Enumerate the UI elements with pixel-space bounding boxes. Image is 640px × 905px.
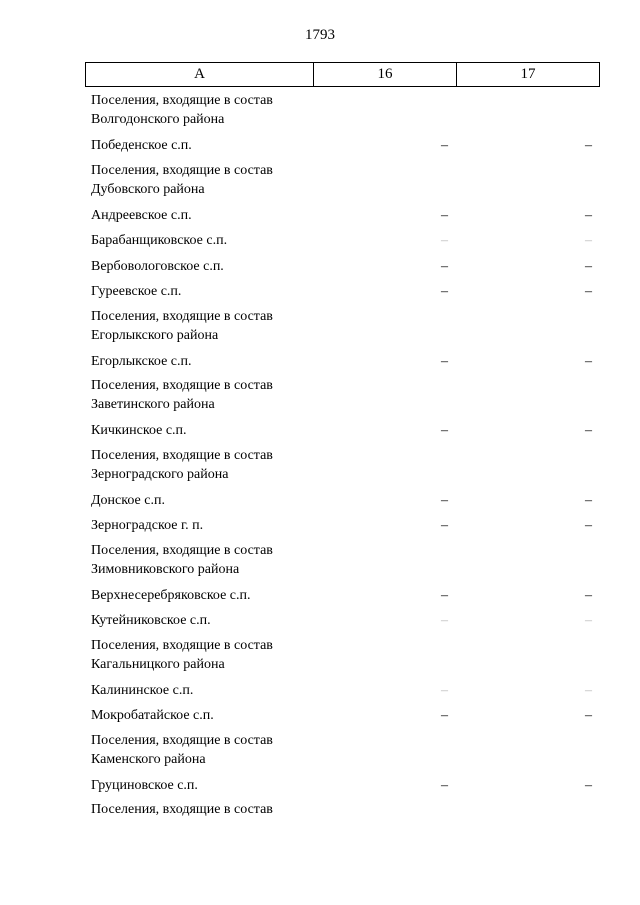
settlement-row [91, 255, 601, 281]
value-col-16: – [441, 207, 448, 223]
group-heading-line: Заветинского района [91, 397, 215, 412]
value-col-16: – [441, 682, 448, 698]
group-heading-line: Поселения, входящие в состав [91, 732, 273, 748]
group-heading [91, 730, 321, 769]
group-heading-line: Егорлыкского района [91, 327, 219, 343]
value-col-16: – [441, 492, 448, 508]
value-col-17: – [585, 423, 592, 438]
settlement-row [91, 280, 601, 306]
page-number: 1793 [305, 27, 335, 43]
group-heading [91, 90, 321, 129]
group-heading-row [91, 375, 601, 419]
settlement-name: Калининское с.п. [91, 682, 194, 698]
group-heading [91, 375, 321, 414]
column-header-a: А [86, 63, 314, 86]
value-col-16: – [441, 587, 448, 603]
value-col-16: – [441, 258, 448, 274]
value-col-17: – [585, 492, 592, 508]
group-heading-line: Поселения, входящие в состав [91, 802, 273, 817]
settlement-row [91, 514, 601, 540]
group-heading-row [91, 799, 601, 843]
group-heading [91, 635, 321, 674]
value-col-17: – [585, 682, 592, 698]
settlement-name: Вербовологовское с.п. [91, 258, 224, 274]
settlement-row [91, 774, 601, 800]
value-col-17: – [585, 207, 592, 223]
group-heading [91, 445, 321, 484]
settlement-row [91, 419, 601, 445]
settlement-row [91, 704, 601, 730]
group-heading-line: Поселения, входящие в состав [91, 447, 273, 463]
settlement-name: Донское с.п. [91, 492, 165, 508]
value-col-17: – [585, 613, 592, 628]
value-col-17: – [585, 518, 592, 533]
group-heading-line: Кагальницкого района [91, 656, 225, 672]
value-col-17: – [585, 138, 592, 153]
settlement-row [91, 584, 601, 610]
group-heading-line: Поселения, входящие в состав [91, 637, 273, 653]
value-col-16: – [441, 518, 448, 533]
group-heading-row [91, 160, 601, 204]
settlement-row [91, 134, 601, 160]
settlement-name: Кичкинское с.п. [91, 423, 187, 438]
settlement-name: Кутейниковское с.п. [91, 613, 211, 628]
group-heading-row [91, 635, 601, 679]
settlement-name: Груциновское с.п. [91, 777, 198, 793]
value-col-16: – [441, 284, 448, 299]
group-heading-line: Дубовского района [91, 181, 205, 197]
group-heading-line: Зерноградского района [91, 466, 229, 482]
value-col-16: – [441, 708, 448, 723]
settlement-name: Егорлыкское с.п. [91, 353, 192, 369]
settlement-name: Барабанщиковское с.п. [91, 233, 228, 248]
value-col-16: – [441, 138, 448, 153]
settlement-name: Победенское с.п. [91, 138, 192, 153]
settlement-name: Зерноградское г. п. [91, 518, 204, 533]
group-heading [91, 799, 321, 819]
group-heading [91, 540, 321, 579]
group-heading-row [91, 90, 601, 134]
settlement-name: Андреевское с.п. [91, 207, 192, 223]
value-col-16: – [441, 233, 448, 248]
settlement-name: Гуреевское с.п. [91, 284, 182, 299]
settlement-row [91, 350, 601, 376]
value-col-17: – [585, 777, 592, 793]
column-header-16: 16 [314, 63, 457, 86]
settlement-name: Верхнесеребряковское с.п. [91, 587, 251, 603]
value-col-17: – [585, 284, 592, 299]
settlement-row [91, 489, 601, 515]
settlement-name: Мокробатайское с.п. [91, 708, 214, 723]
group-heading-line: Поселения, входящие в состав [91, 542, 273, 558]
settlement-row [91, 204, 601, 230]
group-heading-row [91, 445, 601, 489]
value-col-17: – [585, 233, 592, 248]
value-col-17: – [585, 258, 592, 274]
value-col-16: – [441, 613, 448, 628]
group-heading-line: Зимовниковского района [91, 561, 240, 577]
group-heading-row [91, 540, 601, 584]
group-heading-line: Поселения, входящие в состав [91, 308, 273, 324]
value-col-17: – [585, 353, 592, 369]
value-col-17: – [585, 587, 592, 603]
group-heading [91, 160, 321, 199]
group-heading [91, 306, 321, 345]
group-heading-line: Поселения, входящие в состав [91, 378, 273, 393]
value-col-16: – [441, 423, 448, 438]
column-header-17: 17 [520, 66, 536, 82]
settlement-row [91, 609, 601, 635]
group-heading-line: Поселения, входящие в состав [91, 93, 273, 108]
table-header [85, 62, 600, 87]
group-heading-row [91, 730, 601, 774]
value-col-17: – [585, 708, 592, 723]
group-heading-row [91, 306, 601, 350]
group-heading-line: Каменского района [91, 751, 206, 767]
settlement-row [91, 679, 601, 705]
settlement-row [91, 229, 601, 255]
group-heading-line: Волгодонского района [91, 112, 225, 127]
group-heading-line: Поселения, входящие в состав [91, 162, 273, 178]
value-col-16: – [441, 777, 448, 793]
table-body [91, 90, 601, 843]
value-col-16: – [441, 353, 448, 369]
